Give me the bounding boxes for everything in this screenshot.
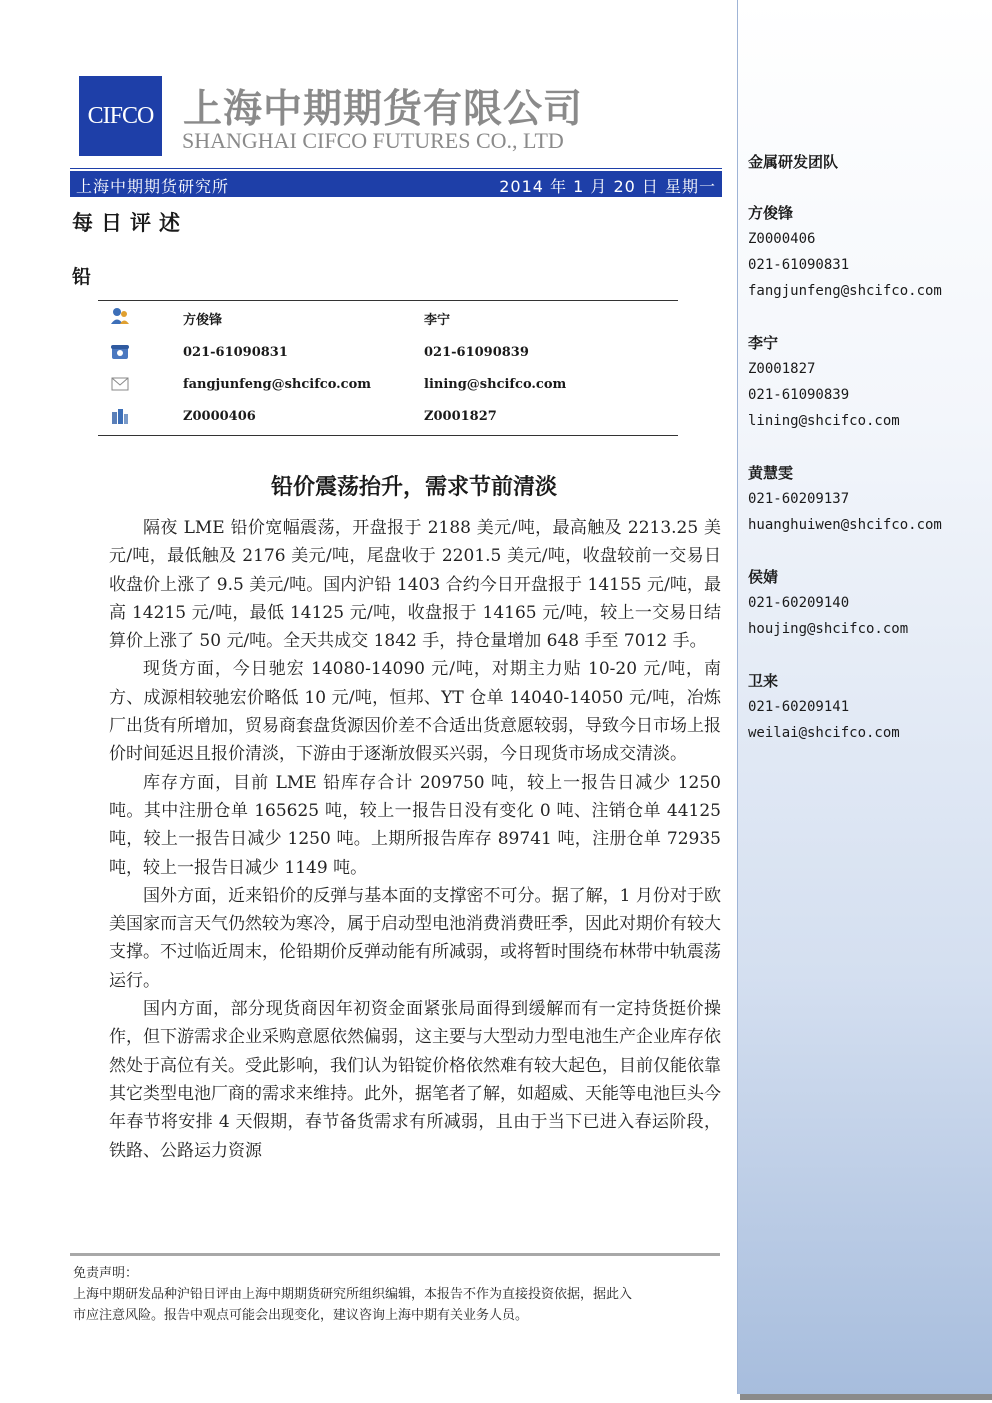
- sidebar-shadow: [740, 1394, 992, 1400]
- contact-row-id: [98, 405, 678, 431]
- team-member: [748, 200, 942, 304]
- team-member: [748, 564, 908, 642]
- mail-icon: [110, 375, 130, 393]
- contact-email-2: lining@shcifco.com: [424, 377, 567, 392]
- member-id: Z0000406: [748, 231, 816, 247]
- member-name: 方俊锋: [748, 204, 794, 222]
- header-rule: [70, 168, 722, 169]
- member-email: fangjunfeng@shcifco.com: [748, 283, 942, 299]
- member-name: 卫来: [748, 672, 779, 690]
- paragraph: 国内方面，部分现货商因年初资金面紧张局面得到缓解而有一定持货挺价操作，但下游需求企业采购意愿依然偏弱，这主要与大型动力型电池生产企业库存依然处于高位有关。受此影响，我们认为铅锭价格依然难有较大起色，目前仅能依靠其它类型电池厂商的需求来维持。此外，据笔者了解，如超威、天能等电池巨头今年春节将安排 4 天假期，春节备货需求有所减弱，且由于当下已进入春运阶段，铁路、公路运力资源: [109, 999, 721, 1161]
- company-name-cn: 上海中期期货有限公司: [183, 87, 584, 132]
- header-org: 上海中期期货研究所: [76, 177, 230, 196]
- building-icon: [110, 407, 130, 425]
- disclaimer-title: 免责声明：: [73, 1266, 139, 1281]
- paragraph: 隔夜 LME 铅价宽幅震荡，开盘报于 2188 美元/吨，最高触及 2213.25 美元/吨，最低触及 2176 美元/吨，尾盘收于 2201.5 美元/吨，收盘较前一交易日收盘价上涨了 9.5 美元/吨。国内沪铅 1403 合约今日开盘报于 14155 元/吨，最高 14215 元/吨，最低 14125 元/吨，收盘报于 14165 元/吨，较上一交易日结算价上涨了 50 元/吨。全天共成交 1842 手，持仓量增加 648 手至 7012 手。: [109, 518, 721, 652]
- footer-rule: [70, 1253, 720, 1256]
- contacts-table: [98, 300, 678, 436]
- article-title: 铅价震荡抬升，需求节前清淡: [270, 475, 557, 500]
- member-email: lining@shcifco.com: [748, 413, 900, 429]
- contact-phone-1: 021-61090831: [183, 345, 288, 360]
- paragraph: 库存方面，目前 LME 铅库存合计 209750 吨，较上一报告日减少 1250 吨。其中注册仓单 165625 吨，较上一报告日没有变化 0 吨、注销仓单 44125 吨，较上一报告日减少 1250 吨。上期所报告库存 89741 吨，注册仓单 72935 吨，较上一报告日减少 1149 吨。: [109, 772, 721, 878]
- contact-phone-2: 021-61090839: [424, 345, 529, 360]
- team-member: [748, 668, 900, 746]
- team-title: 金属研发团队: [748, 153, 839, 171]
- contact-name-1: 方俊锋: [183, 313, 223, 328]
- member-email: huanghuiwen@shcifco.com: [748, 517, 942, 533]
- phone-icon: [110, 343, 130, 361]
- paragraph: 国外方面，近来铅价的反弹与基本面的支撑密不可分。据了解，1 月份对于欧美国家而言天气仍然较为寒冷，属于启动型电池消费消费旺季，因此对期价有较大支撑。不过临近周末，伦铅期价反弹动能有所减弱，或将暂时围绕布林带中轨震荡运行。: [109, 885, 721, 991]
- member-name: 李宁: [748, 334, 779, 352]
- section-title: 每日评述: [72, 211, 188, 235]
- disclaimer-line: 市应注意风险。报告中观点可能会出现变化，建议咨询上海中期有关业务人员。: [73, 1308, 529, 1323]
- member-email: houjing@shcifco.com: [748, 621, 909, 637]
- contact-name-2: 李宁: [424, 313, 451, 328]
- contact-row-phone: [98, 341, 678, 367]
- member-phone: 021-60209137: [748, 491, 850, 507]
- contact-email-1: fangjunfeng@shcifco.com: [183, 377, 372, 392]
- contact-row-email: [98, 373, 678, 399]
- member-phone: 021-60209141: [748, 699, 850, 715]
- disclaimer: [73, 1263, 723, 1326]
- member-phone: 021-61090831: [748, 257, 850, 273]
- person-icon: [110, 307, 130, 325]
- company-name-en: SHANGHAI CIFCO FUTURES CO., LTD: [182, 128, 564, 153]
- member-email: weilai@shcifco.com: [748, 725, 900, 741]
- paragraph: 现货方面，今日驰宏 14080-14090 元/吨，对期主力贴 10-20 元/吨，南方、成源相较驰宏价略低 10 元/吨，恒邦、YT 仓单 14040-14050 元/吨，冶炼厂出货有所增加，贸易商套盘货源因价差不合适出货意愿较弱，导致今日市场上报价时间延迟且报价清淡，下游由于逐渐放假买兴弱，今日现货市场成交清淡。: [109, 659, 721, 765]
- member-phone: 021-61090839: [748, 387, 850, 403]
- member-name: 侯婧: [748, 568, 779, 586]
- member-name: 黄慧雯: [748, 464, 794, 482]
- company-logo: [79, 76, 162, 156]
- contact-id-1: Z0000406: [183, 409, 256, 424]
- contact-row-name: [98, 305, 678, 331]
- disclaimer-line: 上海中期研发品种沪铅日评由上海中期期货研究所组织编辑，本报告不作为直接投资依据，据此入: [73, 1287, 633, 1302]
- member-id: Z0001827: [748, 361, 816, 377]
- logo-text: CIFCO: [87, 102, 154, 129]
- header-bar: [70, 171, 722, 197]
- contact-id-2: Z0001827: [424, 409, 497, 424]
- member-phone: 021-60209140: [748, 595, 850, 611]
- header-date: 2014 年 1 月 20 日 星期一: [499, 177, 716, 196]
- article-body: [109, 514, 721, 1165]
- commodity-title: 铅: [72, 266, 92, 288]
- team-member: [748, 460, 942, 538]
- team-member: [748, 330, 900, 434]
